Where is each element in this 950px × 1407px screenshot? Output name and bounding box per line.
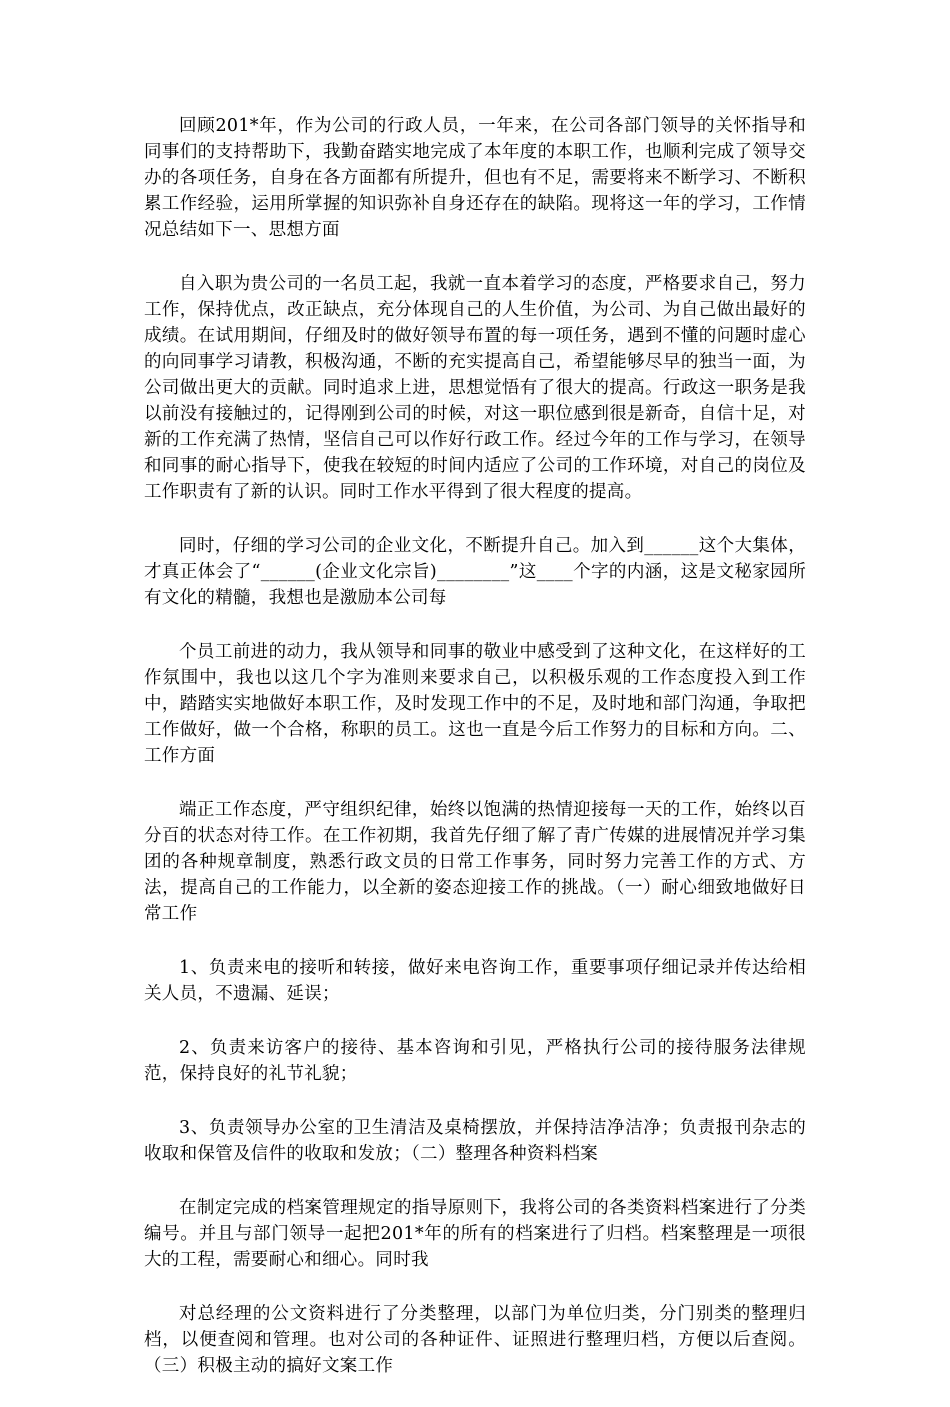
paragraph-item-1: 1、负责来电的接听和转接，做好来电咨询工作，重要事项仔细记录并传达给相关人员，不遗漏、延误； — [144, 958, 806, 1004]
paragraph-work-attitude: 端正工作态度，严守组织纪律，始终以饱满的热情迎接每一天的工作，始终以百分百的状态对待工作。在工作初期，我首先仔细了解了青广传媒的进展情况并学习集团的各种规章制度，熟悉行政文员的日常工作事务，同时努力完善工作的方式、方法，提高自己的工作能力，以全新的姿态迎接工作的挑战。（一）耐心细致地做好日常工作 — [144, 800, 806, 924]
paragraph-archives: 在制定完成的档案管理规定的指导原则下，我将公司的各类资料档案进行了分类编号。并且与部门领导一起把201*年的所有的档案进行了归档。档案整理是一项很大的工程，需要耐心和细心。同时我 — [144, 1198, 806, 1270]
paragraph-documents: 对总经理的公文资料进行了分类整理，以部门为单位归类，分门别类的整理归档，以便查阅和管理。也对公司的各种证件、证照进行整理归档，方便以后查阅。（三）积极主动的搞好文案工作 — [144, 1304, 806, 1376]
paragraph-ideology: 自入职为贵公司的一名员工起，我就一直本着学习的态度，严格要求自己，努力工作，保持优点，改正缺点，充分体现自己的人生价值，为公司、为自己做出最好的成绩。在试用期间，仔细及时的做好领导布置的每一项任务，遇到不懂的问题时虚心的向同事学习请教，积极沟通，不断的充实提高自己，希望能够尽早的独当一面，为公司做出更大的贡献。同时追求上进，思想觉悟有了很大的提高。行政这一职务是我以前没有接触过的，记得刚到公司的时候，对这一职位感到很是新奇，自信十足，对新的工作充满了热情，坚信自己可以作好行政工作。经过今年的工作与学习，在领导和同事的耐心指导下，使我在较短的时间内适应了公司的工作环境，对自己的岗位及工作职责有了新的认识。同时工作水平得到了很大程度的提高。 — [144, 274, 806, 502]
paragraph-item-2: 2、负责来访客户的接待、基本咨询和引见，严格执行公司的接待服务法律规范，保持良好的礼节礼貌； — [144, 1038, 806, 1084]
paragraph-intro: 回顾201*年，作为公司的行政人员，一年来，在公司各部门领导的关怀指导和同事们的支持帮助下，我勤奋踏实地完成了本年度的本职工作，也顺利完成了领导交办的各项任务，自身在各方面都有所提升，但也有不足，需要将来不断学习、不断积累工作经验，运用所掌握的知识弥补自身还存在的缺陷。现将这一年的学习，工作情况总结如下一、思想方面 — [144, 116, 806, 240]
paragraph-item-3: 3、负责领导办公室的卫生清洁及桌椅摆放，并保持洁净洁净；负责报刊杂志的收取和保管及信件的收取和发放；（二）整理各种资料档案 — [144, 1118, 806, 1164]
paragraph-motivation: 个员工前进的动力，我从领导和同事的敬业中感受到了这种文化，在这样好的工作氛围中，我也以这几个字为准则来要求自己，以积极乐观的工作态度投入到工作中，踏踏实实地做好本职工作，及时发现工作中的不足，及时地和部门沟通，争取把工作做好，做一个合格，称职的员工。这也一直是今后工作努力的目标和方向。二、工作方面 — [144, 642, 806, 766]
paragraph-culture: 同时，仔细的学习公司的企业文化，不断提升自己。加入到______这个大集体，才真正体会了“______(企业文化宗旨)________”这____个字的内涵，这是文秘家园所有文化的精髓，我想也是激励本公司每 — [144, 536, 806, 608]
document-body — [144, 113, 806, 1407]
